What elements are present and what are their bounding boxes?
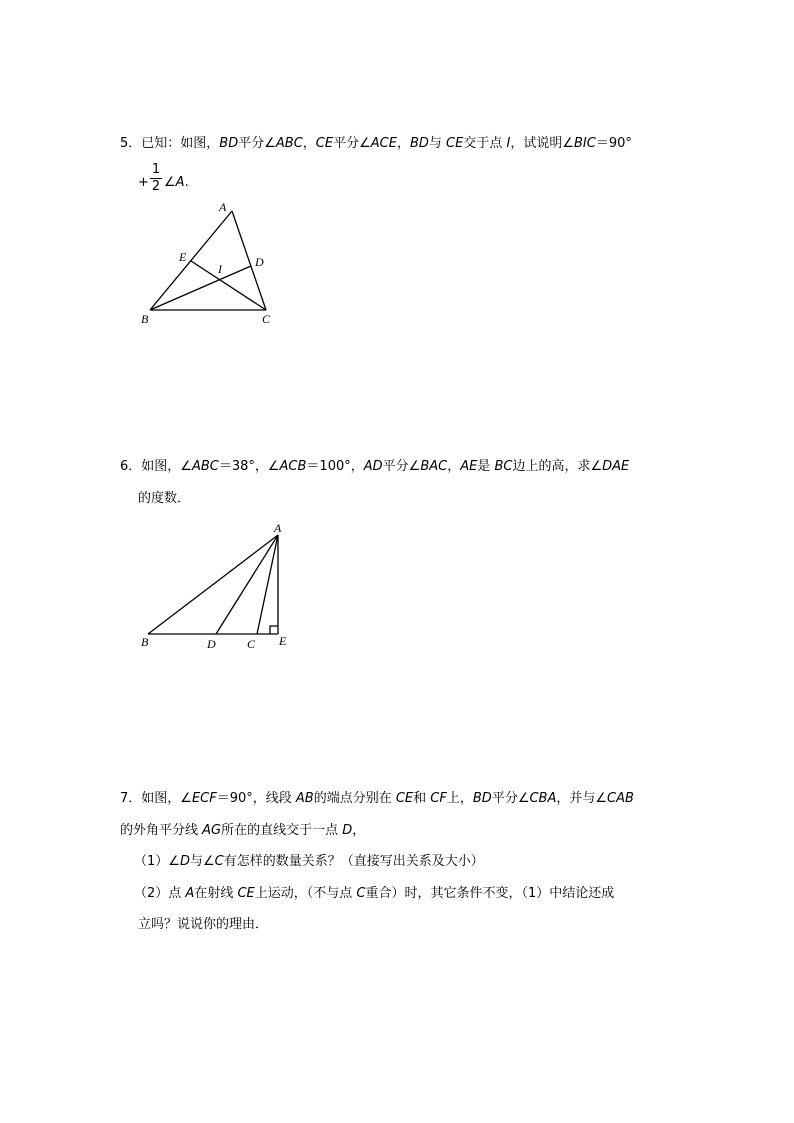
q5-angle-a: ∠A. — [164, 175, 189, 190]
q5-label-e: E — [179, 250, 187, 264]
q5-label-d: D — [255, 255, 264, 269]
q7-part1: （1）∠D与∠C有怎样的数量关系？（直接写出关系及大小） — [134, 854, 484, 869]
q6-number: 6． — [120, 459, 142, 474]
q6-label-e: E — [279, 634, 287, 648]
q5-plus: + — [138, 175, 149, 190]
q6-line2: 的度数． — [138, 491, 191, 506]
q5-number: 5． — [120, 136, 142, 151]
q6-label-b: B — [141, 635, 149, 649]
q6-side-ab — [148, 535, 278, 634]
q5-label-c: C — [262, 312, 271, 326]
q6-side-ac — [257, 535, 278, 634]
q6-bisector-ad — [216, 535, 278, 634]
q7-number: 7． — [120, 791, 142, 806]
q5-fraction: 1 2 — [151, 162, 161, 194]
q7-part2: （2）点 A在射线 CE上运动，（不与点 C重合）时，其它条件不变，（1）中结论还成 — [134, 886, 615, 901]
q5-label-a: A — [219, 200, 227, 214]
q5-label-b: B — [141, 312, 149, 326]
q7-line1: 7．如图，∠ECF＝90°，线段 AB的端点分别在 CE和 CF上，BD平分∠CBA，并与∠CAB — [120, 791, 634, 806]
q6-right-angle-mark — [270, 626, 278, 634]
q5-label-i: I — [218, 262, 222, 276]
q7-line2: 的外角平分线 AG所在的直线交于一点 D， — [120, 823, 366, 838]
q6-label-c: C — [247, 637, 256, 651]
q7-part2-continued: 立吗？说说你的理由． — [138, 917, 269, 932]
q5-line1: 5．已知：如图，BD平分∠ABC，CE平分∠ACE，BD与 CE交于点 I，试说明∠BIC＝90° — [120, 136, 632, 151]
q6-line1: 6．如图，∠ABC＝38°，∠ACB＝100°，AD平分∠BAC，AE是 BC边上的高，求∠DAE — [120, 459, 630, 474]
q6-label-d: D — [207, 637, 216, 651]
q6-label-a: A — [274, 521, 282, 535]
